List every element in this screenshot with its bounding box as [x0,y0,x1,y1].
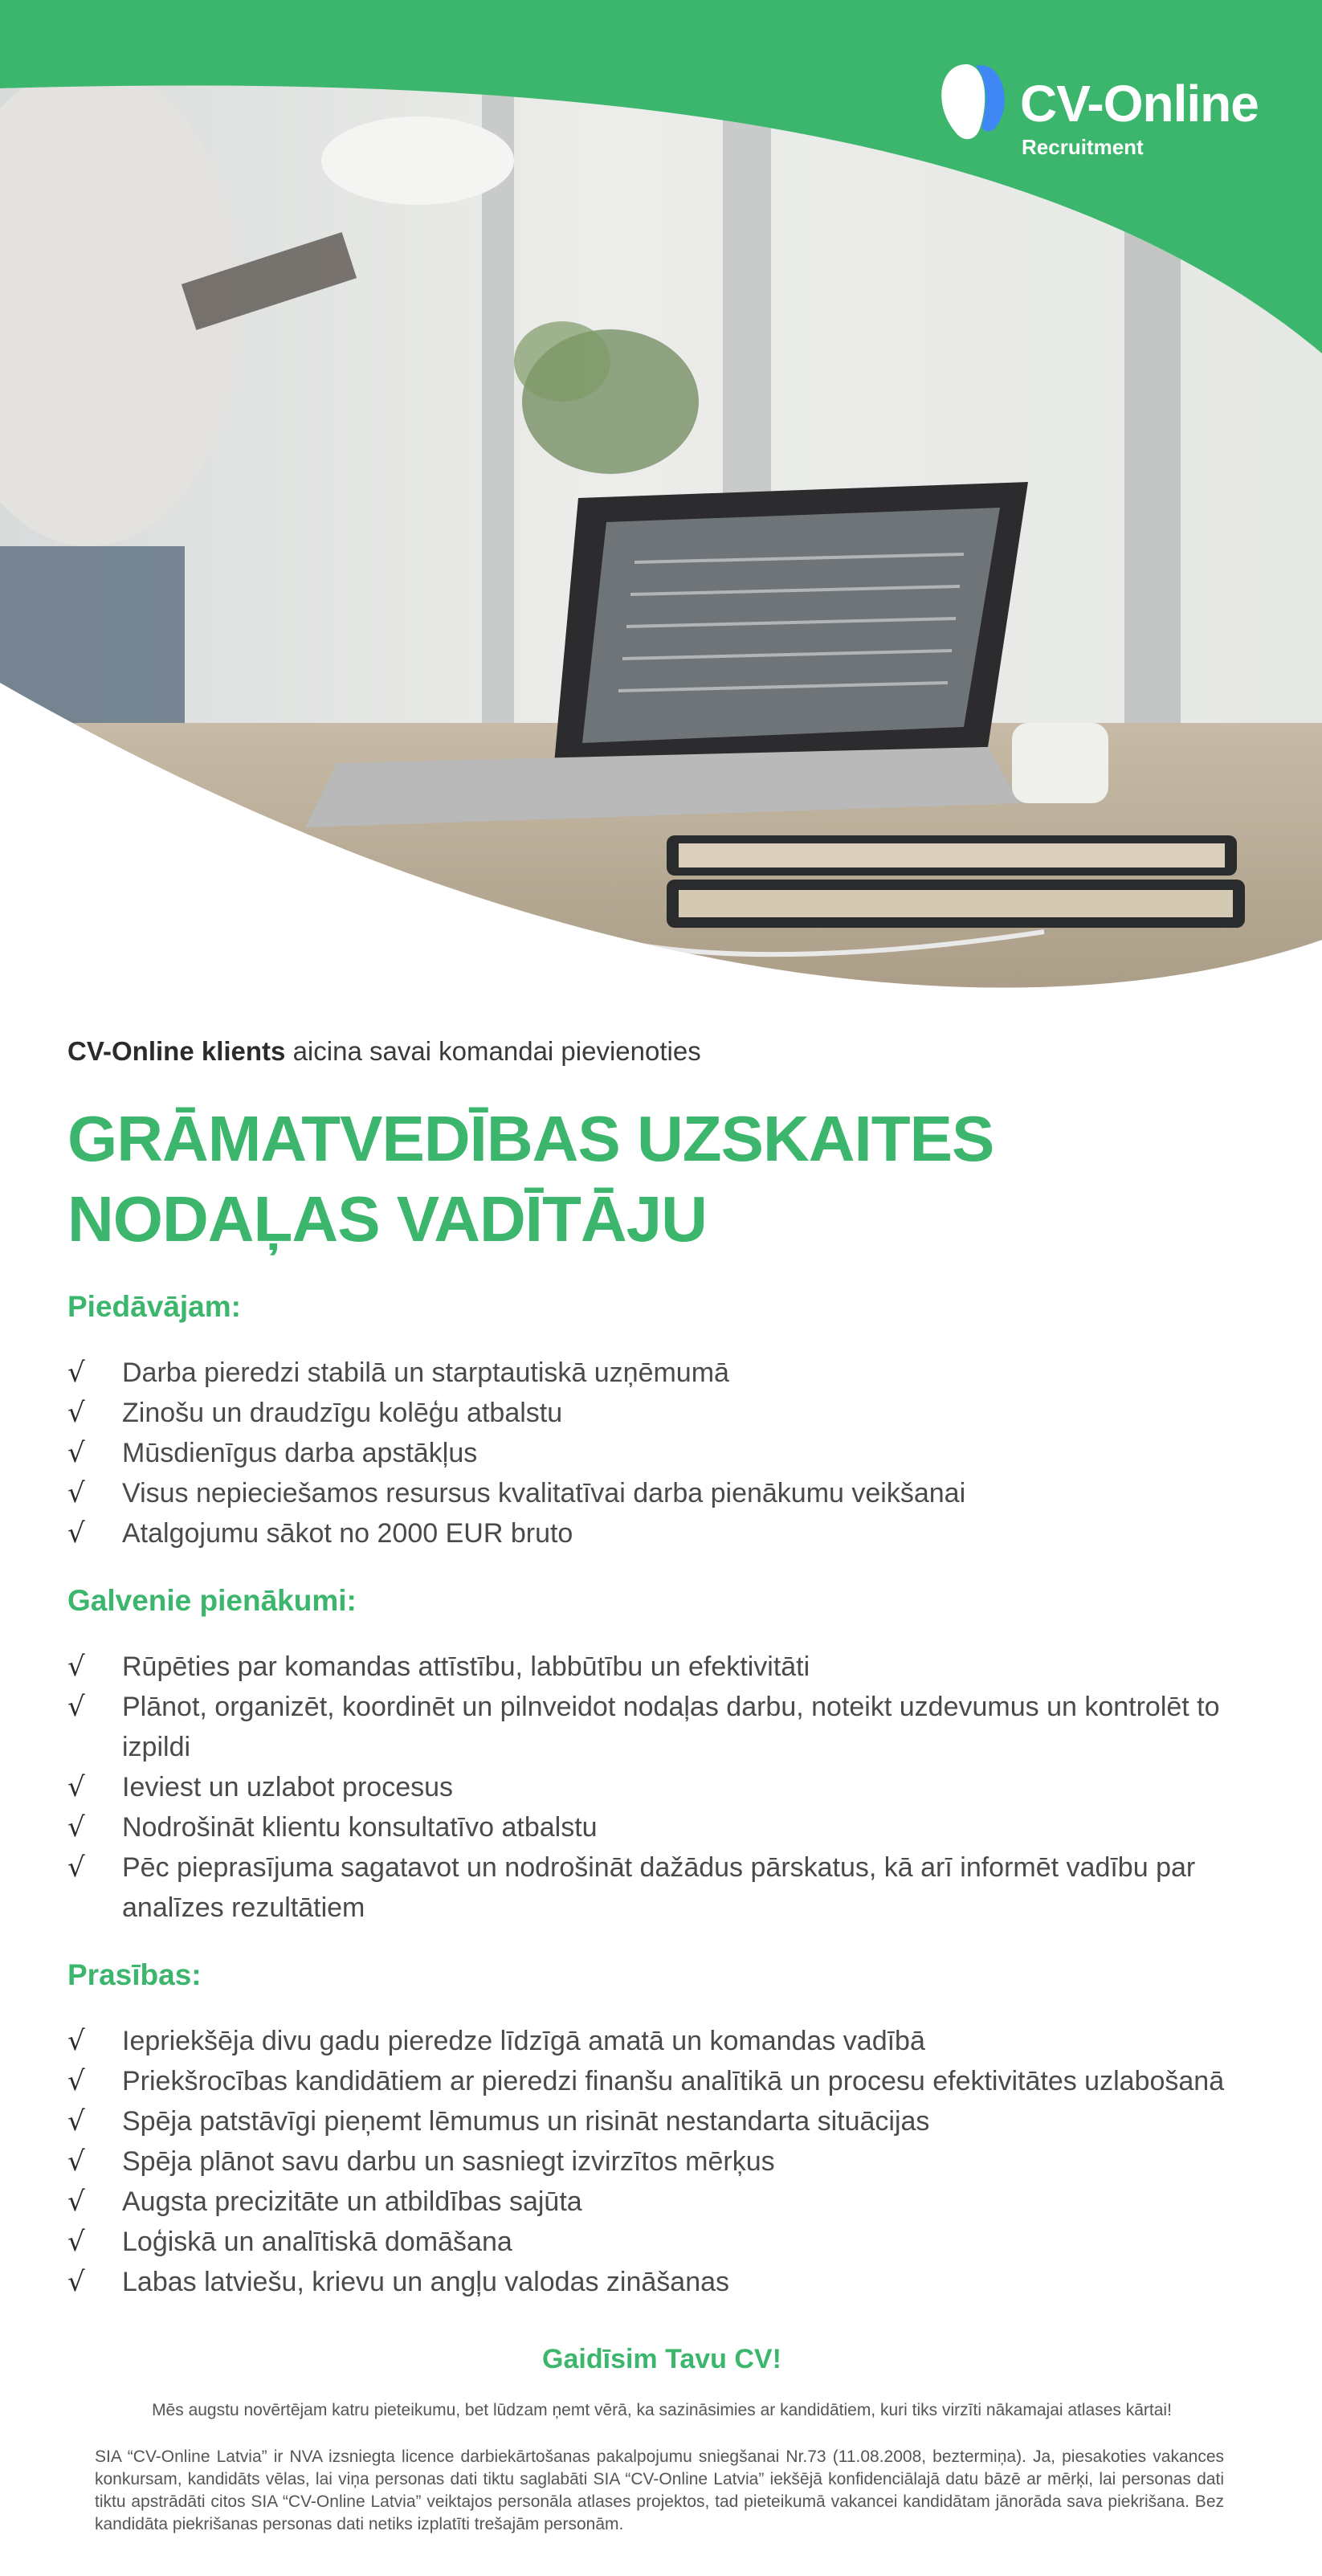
list-item: √ Spēja plānot savu darbu un sasniegt izvirzītos mērķus [67,2141,1256,2182]
list-item: √ Spēja patstāvīgi pieņemt lēmumus un risināt nestandarta situācijas [67,2101,1256,2141]
check-icon: √ [67,1437,85,1469]
selection-note: Mēs augstu novērtējam katru pieteikumu, bet lūdzam ņemt vērā, ka sazināsimies ar kandidātiem, kuri tiks virzīti nākamajai atlases kārtai! [152,2401,1172,2419]
check-icon: √ [67,2065,85,2097]
logo-subtitle: Recruitment [1022,135,1144,159]
check-icon: √ [67,1517,85,1549]
list-item: √ Atalgojumu sākot no 2000 EUR bruto [67,1513,1256,1553]
logo-text: CV-Online [1020,75,1259,133]
job-ad-content [67,1036,1256,2536]
list-item: √ Ieviest un uzlabot procesus [67,1767,1256,1807]
check-icon: √ [67,2025,85,2057]
client-name: CV-Online klients [67,1036,286,1066]
duties-list [67,1647,1256,1928]
check-icon: √ [67,1771,85,1803]
check-icon: √ [67,1397,85,1429]
check-icon: √ [67,1477,85,1509]
intro-line [67,1036,1256,1067]
list-item: √ Loģiskā un analītiskā domāšana [67,2222,1256,2262]
check-icon: √ [67,1651,85,1683]
list-item: √ Priekšrocības kandidātiem ar pieredzi finanšu analītikā un procesu efektivitātes uzlabošanā [67,2061,1256,2101]
check-icon: √ [67,2145,85,2178]
closing-call-to-action: Gaidīsim Tavu CV! [542,2344,781,2374]
list-item: √ Darba pieredzi stabilā un starptautiskā uzņēmumā [67,1353,1256,1393]
check-icon: √ [67,1357,85,1389]
check-icon: √ [67,1811,85,1843]
requirements-list [67,2021,1256,2302]
check-icon: √ [67,2266,85,2298]
list-item: √ Visus nepieciešamos resursus kvalitatīvai darba pienākumu veikšanai [67,1473,1256,1513]
list-item: √ Mūsdienīgus darba apstākļus [67,1433,1256,1473]
list-item: √ Augsta precizitāte un atbildības sajūta [67,2182,1256,2222]
list-item: √ Pēc pieprasījuma sagatavot un nodrošināt dažādus pārskatus, kā arī informēt vadību par analīzes rezultātiem [67,1847,1256,1928]
duties-heading: Galvenie pienākumi: [67,1584,357,1617]
job-title-line-1: GRĀMATVEDĪBAS UZSKAITES [67,1103,994,1174]
job-title [67,1099,1256,1259]
list-item: √ Zinošu un draudzīgu kolēģu atbalstu [67,1393,1256,1433]
offer-heading: Piedāvājam: [67,1290,241,1323]
intro-text: aicina savai komandai pievienoties [285,1036,701,1066]
list-item: √ Nodrošināt klientu konsultatīvo atbalstu [67,1807,1256,1847]
list-item: √ Rūpēties par komandas attīstību, labbūtību un efektivitāti [67,1647,1256,1687]
logo-mark-icon [932,56,1012,145]
list-item: √ Labas latviešu, krievu un angļu valodas zināšanas [67,2262,1256,2302]
offer-list [67,1353,1256,1553]
cv-online-logo [932,56,1269,169]
check-icon: √ [67,1851,85,1884]
check-icon: √ [67,2186,85,2218]
list-item: √ Iepriekšēja divu gadu pieredze līdzīgā amatā un komandas vadībā [67,2021,1256,2061]
legal-disclaimer: SIA “CV-Online Latvia” ir NVA izsniegta licence darbiekārtošanas pakalpojumu sniegšanai Nr.73 (11.08.2008, beztermiņa). Ja, piesakoties vakances konkursam, kandidāts vēlas, lai viņa personas dati tiktu saglabāti SIA “CV-Online Latvia” iekšējā konfidenciālajā datu bāzē ar mērķi, lai personas dati tiktu apstrādāti citos SIA “CV-Online Latvia” veiktajos personāla atlases projektos, tad pieteikumā vakancei kandidātam jānorāda sava piekrišana. Bez kandidāta piekrišanas personas dati netiks izplatīti trešajām personām. [95,2447,1224,2533]
check-icon: √ [67,2105,85,2137]
list-item: √ Plānot, organizēt, koordinēt un pilnveidot nodaļas darbu, noteikt uzdevumus un kontrolēt to izpildi [67,1687,1256,1767]
requirements-heading: Prasības: [67,1958,202,1991]
job-title-line-2: NODAĻAS VADĪTĀJU [67,1183,707,1255]
check-icon: √ [67,1691,85,1723]
check-icon: √ [67,2226,85,2258]
